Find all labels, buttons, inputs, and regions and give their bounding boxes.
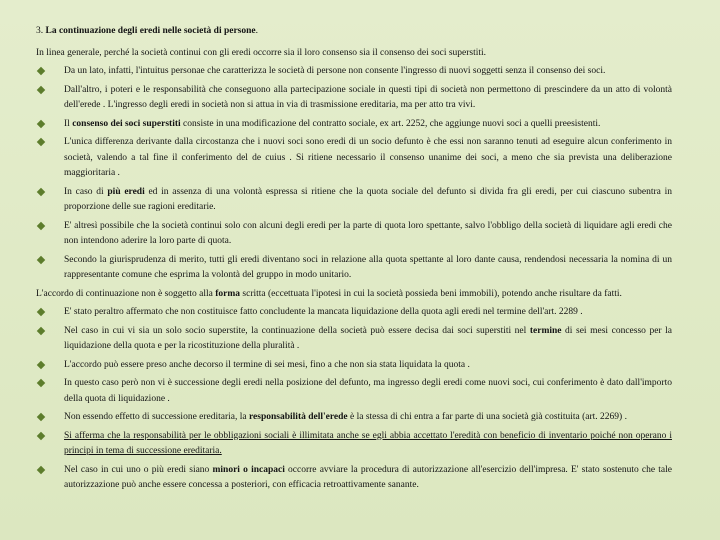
text-run: Il [64, 118, 73, 129]
bold-text-run: responsabilità dell'erede [249, 412, 348, 422]
text-run: scritta (eccettuata l'ipotesi in cui la società possieda beni immobili), potendo anche risultare da fatti. [240, 288, 622, 299]
section-title-text: La continuazione degli eredi nelle società di persone [45, 26, 256, 36]
text-run: occorre avviare la procedura di autorizzazione all'esercizio dell'impresa. E' stato sostenuto che tale autorizzazione può anche essere concessa a posteriori, con efficacia retroattivamente sanante. [64, 464, 672, 490]
diamond-bullet-icon [37, 379, 45, 387]
diamond-bullet-icon [37, 413, 45, 421]
text-run: Non essendo effetto di successione ereditaria, la [64, 412, 250, 422]
text-run: consiste in una modificazione del contratto sociale, ex art. 2252, che aggiunge nuovi soci a quelli preesistenti. [180, 118, 601, 129]
text-run: Secondo la giurisprudenza di merito, tutti gli eredi diventano soci in relazione alla quota spettante al loro dante causa, rendendosi necessaria la nomina di un rappresentante comune che esprima la volontà del gruppo in modo unitario. [64, 254, 672, 280]
text-run: In caso di [64, 186, 108, 197]
list-item [36, 463, 672, 494]
list-item [36, 219, 672, 250]
text-run: E' altresì possibile che la società continui solo con alcuni degli eredi per la parte di quota loro spettante, salvo l'obbligo della società di liquidare agli eredi che non intendono aderire la loro parte di quota. [64, 220, 672, 246]
list-item [36, 305, 672, 321]
diamond-bullet-icon [37, 221, 45, 229]
list-item [36, 376, 672, 407]
diamond-bullet-icon [37, 308, 45, 316]
text-run: di sei mesi concesso per la liquidazione della quota e per la ricostituzione della pluralità . [64, 325, 672, 351]
diamond-bullet-icon [37, 255, 45, 263]
text-run: Nel caso in cui vi sia un solo socio superstite, la continuazione della società può essere decisa dai soci superstiti nel [64, 325, 530, 336]
diamond-bullet-icon [37, 67, 45, 75]
bold-text-run: consenso dei soci superstiti [72, 118, 181, 129]
bold-text-run: termine [529, 325, 562, 336]
list-item [36, 253, 672, 284]
section-title-end: . [255, 26, 259, 36]
slide-content [36, 24, 672, 497]
diamond-bullet-icon [37, 187, 45, 195]
text-run: In questo caso però non vi è successione degli eredi nella posizione del defunto, ma ingresso degli eredi come nuovi soci, cui conferimento è dato dall'importo della quota di liquidazione . [64, 378, 672, 404]
diamond-bullet-icon [37, 85, 45, 93]
text-run: L'accordo può essere preso anche decorso il termine di sei mesi, fino a che non sia stata liquidata la quota . [64, 359, 470, 370]
underlined-text-run: Si afferma che la responsabilità per le obbligazioni sociali è illimitata anche se egli abbia accettato l'eredità con beneficio di inventario poiché non operano i principi in tema di successione ereditaria. [64, 430, 672, 456]
diamond-bullet-icon [37, 326, 45, 334]
list-item [36, 410, 672, 426]
list-item [36, 185, 672, 216]
text-run: L'accordo di continuazione non è soggetto alla [36, 288, 216, 299]
text-run: Da un lato, infatti, l'intuitus personae che caratterizza le società di persone non consente l'ingresso di nuovi soggetti senza il consenso dei soci. [64, 66, 606, 76]
list-item [36, 83, 672, 114]
list-item [36, 358, 672, 374]
diamond-bullet-icon [37, 431, 45, 439]
text-run: ed in assenza di una volontà espressa si ritiene che la quota sociale del defunto si divida fra gli eredi, per cui ciascuno subentra in proporzione delle sue ragioni ereditarie. [64, 186, 672, 212]
list-item [36, 324, 672, 355]
diamond-bullet-icon [37, 138, 45, 146]
list-item [36, 429, 672, 460]
diamond-bullet-icon [37, 360, 45, 368]
text-run: E' stato peraltro affermato che non costituisce fatto concludente la mancata liquidazione della quota agli eredi nel termine dell'art. 2289 . [64, 307, 583, 317]
bold-text-run: più eredi [107, 186, 145, 197]
bold-text-run: minori o incapaci [212, 464, 285, 475]
form-paragraph [36, 287, 672, 303]
section-title [36, 24, 672, 40]
list-item [36, 135, 672, 182]
bullet-list-continuation [36, 305, 672, 494]
bold-text-run: forma [215, 288, 241, 299]
text-run: L'unica differenza derivante dalla circostanza che i nuovi soci sono eredi di un socio defunto è che essi non saranno tenuti ad eseguire alcun conferimento in società, valendo a tal fine il conferimento del de cuius . Si ritiene necessario il consenso unanime dei soci, a meno che sia prevista una deliberazione maggioritaria . [64, 137, 672, 178]
text-run: è la stessa di chi entra a far parte di una società già costituita (art. 2269) . [347, 412, 627, 422]
diamond-bullet-icon [37, 119, 45, 127]
intro-paragraph: In linea generale, perché la società continui con gli eredi occorre sia il loro consenso sia il consenso dei soci superstiti. [36, 47, 487, 58]
list-item [36, 117, 672, 133]
text-run: Nel caso in cui uno o più eredi siano [64, 464, 213, 475]
bullet-list-consent [36, 64, 672, 284]
section-number: 3. [36, 26, 46, 36]
diamond-bullet-icon [37, 465, 45, 473]
list-item [36, 64, 672, 80]
text-run: Dall'altro, i poteri e le responsabilità che conseguono alla partecipazione sociale in questi tipi di società non permettono di prescindere da un atto di volontà dell'erede . L'ingresso degli eredi in società non si attua in via di trasmissione ereditaria, ma per atto tra vivi. [64, 84, 672, 110]
